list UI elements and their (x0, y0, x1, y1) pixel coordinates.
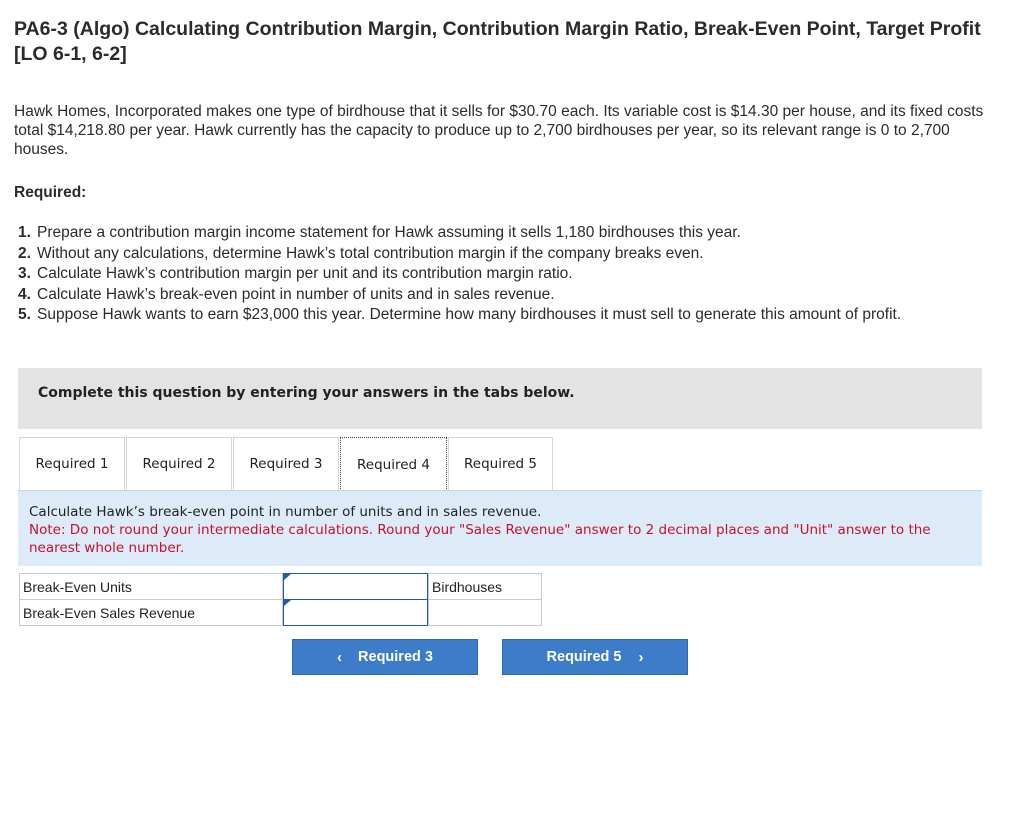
requirements-list (18, 223, 998, 326)
unit-label (429, 600, 542, 626)
panel-prompt: Calculate Hawk’s break-even point in number of units and in sales revenue. (29, 504, 542, 520)
requirement-text: Calculate Hawk’s break-even point in number of units and in sales revenue. (37, 285, 555, 303)
tab-bar (19, 437, 554, 491)
requirement-number: 3. (18, 265, 31, 282)
requirement-text: Calculate Hawk’s contribution margin per unit and its contribution margin ratio. (37, 265, 573, 282)
answer-table (19, 573, 542, 626)
tab-label: Required 1 (35, 456, 109, 472)
requirement-number: 5. (18, 306, 31, 323)
previous-tab-button[interactable] (292, 639, 478, 675)
requirement-item (18, 264, 998, 285)
panel-note: Note: Do not round your intermediate calculations. Round your "Sales Revenue" answer to 2 decimal places and "Unit" answer to the nearest whole number. (29, 522, 931, 556)
tab-label: Required 4 (357, 456, 430, 473)
panel-text (29, 503, 974, 557)
requirement-number: 4. (18, 285, 31, 303)
unit-label: Birdhouses (429, 574, 542, 600)
flag-icon (284, 574, 291, 580)
required-heading: Required: (14, 184, 87, 201)
next-tab-button[interactable] (502, 639, 688, 675)
next-tab-label: Required 5 (546, 649, 622, 665)
instruction-text: Complete this question by entering your answers in the tabs below. (38, 385, 575, 401)
break-even-sales-revenue-input[interactable] (283, 599, 428, 626)
table-row (20, 574, 542, 600)
requirement-item (18, 305, 998, 326)
table-row (20, 600, 542, 626)
problem-title: PA6-3 (Algo) Calculating Contribution Margin, Contribution Margin Ratio, Break-Even Point, Target Profit [LO 6-1, 6-2] (14, 18, 981, 65)
flag-icon (284, 600, 291, 606)
requirement-text: Without any calculations, determine Hawk’s total contribution margin if the company breaks even. (37, 244, 704, 262)
tab-label: Required 5 (464, 456, 537, 472)
tab-label: Required 3 (249, 456, 323, 472)
tab-required-5[interactable] (448, 437, 553, 491)
requirement-item (18, 285, 998, 306)
requirement-item (18, 223, 998, 244)
tab-required-1[interactable] (19, 437, 125, 491)
row-label: Break-Even Sales Revenue (20, 600, 283, 626)
tab-label: Required 2 (142, 456, 216, 472)
requirement-number: 2. (18, 244, 31, 262)
requirement-number: 1. (18, 224, 31, 241)
chevron-left-icon: ‹ (337, 648, 343, 666)
tab-required-3[interactable] (233, 437, 339, 491)
requirement-text: Suppose Hawk wants to earn $23,000 this year. Determine how many birdhouses it must sell to generate this amount of profit. (37, 306, 902, 323)
input-cell (283, 600, 429, 626)
previous-tab-label: Required 3 (358, 649, 433, 665)
requirement-item (18, 244, 998, 265)
row-label: Break-Even Units (20, 574, 283, 600)
instruction-bar (18, 368, 982, 429)
tab-required-4[interactable] (340, 437, 447, 491)
problem-intro: Hawk Homes, Incorporated makes one type of birdhouse that it sells for $30.70 each. Its variable cost is $14.30 per house, and its fixed costs total $14,218.80 per year. Hawk currently has the capacity to produce up to 2,700 birdhouses per year, so its relevant range is 0 to 2,700 houses. (14, 103, 984, 158)
tab-required-2[interactable] (126, 437, 232, 491)
requirement-text: Prepare a contribution margin income statement for Hawk assuming it sells 1,180 birdhouses this year. (37, 224, 741, 241)
break-even-units-input[interactable] (283, 573, 428, 600)
chevron-right-icon: › (638, 648, 644, 666)
input-cell (283, 574, 429, 600)
tab-panel (18, 490, 982, 566)
